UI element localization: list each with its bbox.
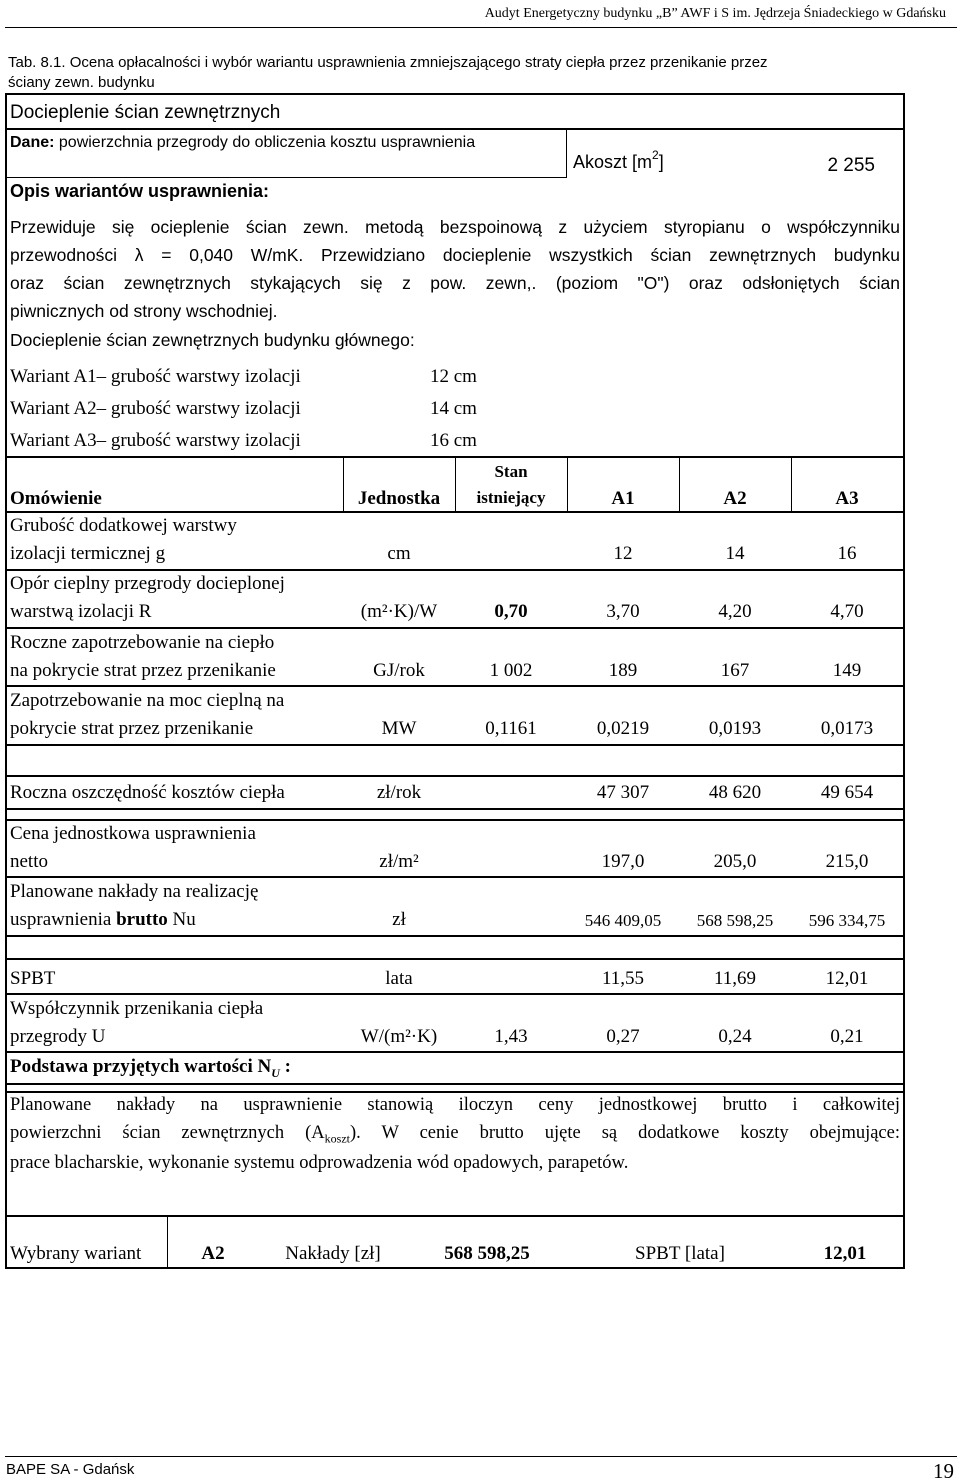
- row-rule-8: [5, 876, 905, 878]
- row-naklady-a1: 546 409,05: [584, 911, 662, 930]
- row-spbt-a2: 11,69: [713, 968, 757, 989]
- desc-line-1: Przewiduje się ocieplenie ścian zewn. metodą bezspoinową z użyciem styropianu o współczynniku: [10, 217, 900, 237]
- row-rule-14: [5, 1091, 905, 1093]
- row-gruboc-a3: 16: [837, 543, 857, 564]
- row-u-unit: W/(m²·K): [360, 1026, 438, 1047]
- akoszt-close: ]: [658, 152, 664, 172]
- header-rule: [5, 27, 957, 28]
- podstawa-sub: U: [271, 1065, 280, 1080]
- dane-line: [10, 134, 475, 152]
- row-opor-a2: 4,20: [718, 601, 752, 622]
- table-caption-line2: ściany zewn. budynku: [8, 74, 155, 91]
- naklady-label-bold: brutto: [116, 909, 168, 930]
- summary-label: Wybrany wariant: [10, 1243, 142, 1264]
- header-a1: A1: [611, 488, 635, 509]
- row-rule-10: [5, 958, 905, 960]
- row-moc-a2: 0,0193: [708, 718, 762, 739]
- akoszt-label: [573, 148, 664, 173]
- note-line-3: prace blacharskie, wykonanie systemu odprowadzenia wód opadowych, parapetów.: [10, 1153, 629, 1173]
- naklady-label-pre: usprawnienia: [10, 909, 117, 930]
- row-rule-12: [5, 1051, 905, 1053]
- row-roczne-a2: 167: [720, 660, 750, 681]
- row-rule-9: [5, 935, 905, 937]
- summary-bottom-rule: [5, 1267, 905, 1269]
- row-oszczednosc-unit: zł/rok: [376, 782, 422, 803]
- table-caption-line1: Tab. 8.1. Ocena opłacalności i wybór wariantu usprawnienia zmniejszającego straty ciepła przez przenikanie przez: [8, 54, 768, 71]
- desc-line-3: oraz ścian zewnętrznych stykających się z pow. zewn,. (poziom "O") oraz odsłoniętych ścian: [10, 273, 900, 293]
- title-separator: [5, 128, 905, 130]
- row-naklady-a2: 568 598,25: [696, 911, 774, 930]
- row-rule-4: [5, 744, 905, 746]
- header-stan-2: istniejący: [476, 488, 546, 507]
- row-opor-label-2: warstwą izolacji R: [10, 601, 152, 622]
- row-naklady-unit: zł: [392, 909, 406, 930]
- row-gruboc-a1: 12: [613, 543, 633, 564]
- row-rule-11: [5, 993, 905, 995]
- row-moc-a1: 0,0219: [596, 718, 650, 739]
- variants-intro: Docieplenie ścian zewnętrznych budynku głównego:: [10, 330, 415, 350]
- row-u-a1: 0,27: [606, 1026, 640, 1047]
- row-rule-6: [5, 808, 905, 810]
- summary-naklady-value: 568 598,25: [444, 1243, 530, 1264]
- row-rule-7: [5, 819, 905, 821]
- row-roczne-label-2: na pokrycie strat przez przenikanie: [10, 660, 276, 681]
- row-naklady-a3: 596 334,75: [808, 911, 886, 930]
- box-top-border: [5, 93, 905, 95]
- row-opor-stan: 0,70: [494, 601, 528, 622]
- desc-line-4: piwnicznych od strony wschodniej.: [10, 301, 278, 321]
- note-line-2: [10, 1123, 900, 1147]
- row-rule-5: [5, 775, 905, 777]
- row-opor-label-1: Opór cieplny przegrody docieplonej: [10, 573, 285, 594]
- header-a3: A3: [835, 488, 859, 509]
- variant-a2-label: Wariant A2– grubość warstwy izolacji: [10, 398, 301, 419]
- row-oszczednosc-a3: 49 654: [820, 782, 874, 803]
- box-title: Docieplenie ścian zewnętrznych: [10, 102, 281, 123]
- variant-a2-value: 14 cm: [430, 398, 477, 419]
- row-oszczednosc-a2: 48 620: [708, 782, 762, 803]
- row-gruboc-unit: cm: [387, 543, 411, 564]
- row-opor-a1: 3,70: [606, 601, 640, 622]
- row-moc-label-1: Zapotrzebowanie na moc cieplną na: [10, 690, 285, 711]
- opis-label: Opis wariantów usprawnienia:: [10, 181, 270, 201]
- row-naklady-label-1: Planowane nakłady na realizację: [10, 881, 259, 902]
- row-roczne-a3: 149: [832, 660, 862, 681]
- header-jednostka: Jednostka: [357, 488, 441, 509]
- row-moc-unit: MW: [381, 718, 417, 739]
- footer-rule: [5, 1456, 957, 1457]
- variant-a3-value: 16 cm: [430, 430, 477, 451]
- desc-line-2: przewodności λ = 0,040 W/mK. Przewidziano docieplenie wszystkich ścian zewnętrznych budynku: [10, 245, 900, 265]
- header-omowienie: Omówienie: [10, 488, 102, 509]
- row-oszczednosc-label: Roczna oszczędność kosztów ciepła: [10, 782, 285, 803]
- row-cena-a2: 205,0: [713, 851, 757, 872]
- footer-left: BAPE SA - Gdańsk: [6, 1461, 135, 1478]
- akoszt-separator: [566, 128, 567, 178]
- summary-naklady-label: Nakłady [zł]: [285, 1243, 381, 1264]
- row-roczne-label-1: Roczne zapotrzebowanie na ciepło: [10, 632, 275, 653]
- summary-spbt-value: 12,01: [823, 1243, 867, 1264]
- variant-a1-value: 12 cm: [430, 366, 477, 387]
- row-rule-1: [5, 569, 905, 571]
- podstawa-colon: :: [279, 1056, 291, 1077]
- row-spbt-unit: lata: [385, 968, 413, 989]
- row-spbt-label: SPBT: [10, 968, 56, 989]
- naklady-label-post: Nu: [167, 909, 196, 930]
- row-gruboc-a2: 14: [725, 543, 745, 564]
- note-line-1: Planowane nakłady na usprawnienie stanowią iloczyn ceny jednostkowej brutto i całkowitej: [10, 1095, 900, 1115]
- header-a2: A2: [723, 488, 747, 509]
- page-number: 19: [933, 1459, 954, 1483]
- dane-bottom-rule: [5, 177, 567, 178]
- dane-label: Dane:: [10, 134, 55, 151]
- header-bottom-rule: [5, 511, 905, 513]
- akoszt-sup: 2: [652, 148, 659, 162]
- podstawa-text: Podstawa przyjętych wartości N: [10, 1056, 272, 1077]
- row-cena-a3: 215,0: [825, 851, 869, 872]
- variant-a1-label: Wariant A1– grubość warstwy izolacji: [10, 366, 301, 387]
- row-oszczednosc-a1: 47 307: [596, 782, 650, 803]
- row-u-a3: 0,21: [830, 1026, 864, 1047]
- row-u-label-2: przegrody U: [10, 1026, 106, 1047]
- row-gruboc-label-2: izolacji termicznej g: [10, 543, 166, 564]
- running-header: Audyt Energetyczny budynku „B” AWF i S im. Jędrzeja Śniadeckiego w Gdańsku: [484, 6, 946, 21]
- row-cena-a1: 197,0: [601, 851, 645, 872]
- summary-variant: A2: [201, 1243, 225, 1264]
- summary-top-rule: [5, 1215, 905, 1217]
- row-opor-a3: 4,70: [830, 601, 864, 622]
- row-gruboc-label-1: Grubość dodatkowej warstwy: [10, 515, 237, 536]
- note-line-2b: ). W cenie brutto ujęte są dodatkowe koszty obejmujące:: [350, 1123, 900, 1143]
- row-moc-a3: 0,0173: [820, 718, 874, 739]
- note-sub-koszt: koszt: [324, 1131, 351, 1146]
- row-u-stan: 1,43: [494, 1026, 528, 1047]
- note-line-2a: powierzchni ścian zewnętrznych (A: [10, 1123, 325, 1143]
- row-roczne-unit: GJ/rok: [373, 660, 425, 681]
- row-rule-2: [5, 627, 905, 629]
- row-cena-unit: zł/m²: [379, 851, 419, 872]
- row-cena-label-2: netto: [10, 851, 48, 872]
- row-opor-unit: (m²·K)/W: [360, 601, 438, 622]
- row-cena-label-1: Cena jednostkowa usprawnienia: [10, 823, 256, 844]
- row-rule-13: [5, 1083, 905, 1085]
- summary-spbt-label: SPBT [lata]: [635, 1243, 725, 1264]
- header-stan-1: Stan: [494, 462, 528, 481]
- row-roczne-a1: 189: [608, 660, 638, 681]
- variant-a3-label: Wariant A3– grubość warstwy izolacji: [10, 430, 301, 451]
- podstawa-label: [10, 1056, 291, 1081]
- dane-text: powierzchnia przegrody do obliczenia kosztu usprawnienia: [54, 134, 476, 151]
- row-u-label-1: Współczynnik przenikania ciepła: [10, 998, 264, 1019]
- row-naklady-label-2: [10, 909, 196, 931]
- row-moc-label-2: pokrycie strat przez przenikanie: [10, 718, 254, 739]
- akoszt-label-text: Akoszt [m: [573, 152, 653, 172]
- row-spbt-a3: 12,01: [825, 968, 869, 989]
- row-roczne-stan: 1 002: [489, 660, 533, 681]
- akoszt-value: 2 255: [827, 155, 875, 176]
- row-spbt-a1: 11,55: [601, 968, 645, 989]
- row-moc-stan: 0,1161: [485, 718, 537, 739]
- row-rule-3: [5, 685, 905, 687]
- row-u-a2: 0,24: [718, 1026, 752, 1047]
